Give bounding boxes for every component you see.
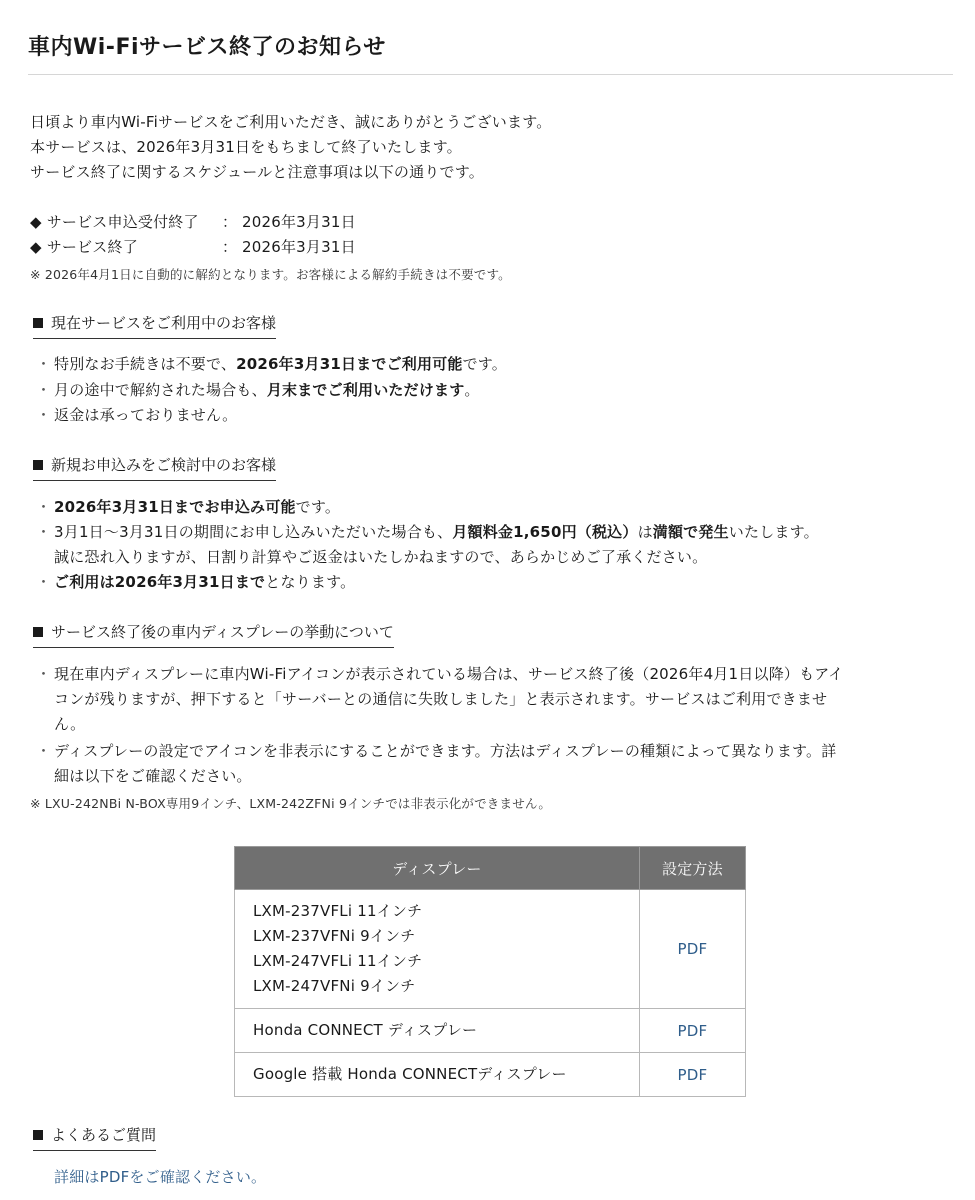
- pdf-link-cell: [639, 890, 745, 1009]
- pdf-link-cell: [639, 1053, 745, 1097]
- table-row: [235, 1053, 746, 1097]
- list-item-continuation: 細は以下をご確認ください。: [54, 767, 252, 785]
- square-bullet-icon: [33, 1130, 43, 1140]
- pdf-link[interactable]: PDF: [677, 940, 708, 958]
- schedule-separator: ：: [222, 238, 238, 256]
- schedule-label: ◆ サービス終了: [30, 238, 138, 256]
- display-model: LXM-237VFNi 9インチ: [253, 927, 416, 945]
- display-model: LXM-237VFLi 11インチ: [253, 902, 423, 920]
- display-model: LXM-247VFNi 9インチ: [253, 977, 416, 995]
- schedule-label: ◆ サービス申込受付終了: [30, 213, 199, 231]
- schedule-date: 2026年3月31日: [242, 238, 356, 256]
- display-note: ※ LXU-242NBi N-BOX専用9インチ、LXM-242ZFNi 9インチでは非表示化ができません。: [30, 796, 552, 811]
- section-heading-faq: よくあるご質問: [33, 1124, 156, 1151]
- square-bullet-icon: [33, 318, 43, 328]
- list-item: ・ 3月1日〜3月31日の期間にお申し込みいただいた場合も、月額料金1,650円（税込）は満額で発生いたします。: [36, 523, 819, 541]
- table-header-row: [235, 847, 746, 890]
- schedule-note: ※ 2026年4月1日に自動的に解約となります。お客様による解約手続きは不要です。: [30, 267, 511, 282]
- intro-line-2: 本サービスは、2026年3月31日をもちまして終了いたします。: [30, 138, 462, 156]
- list-item-continuation: 誠に恐れ入りますが、日割り計算やご返金はいたしかねますので、あらかじめご了承ください。: [54, 548, 708, 566]
- pdf-link[interactable]: PDF: [677, 1021, 708, 1040]
- list-item: ・ ご利用は2026年3月31日までとなります。: [36, 573, 356, 591]
- schedule-separator: ：: [222, 213, 238, 231]
- pdf-link[interactable]: PDF: [677, 1065, 708, 1084]
- list-item: ・ 月の途中で解約された場合も、月末までご利用いただけます。: [36, 381, 480, 399]
- title-divider: [28, 74, 953, 75]
- list-item: ・ 返金は承っておりません。: [36, 406, 238, 424]
- schedule-row-service-end: [30, 235, 356, 260]
- list-item: ・ 現在車内ディスプレーに車内Wi-Fiアイコンが表示されている場合は、サービス終了後（2026年4月1日以降）もアイ: [36, 665, 844, 683]
- intro-line-3: サービス終了に関するスケジュールと注意事項は以下の通りです。: [30, 163, 484, 181]
- column-header-method: 設定方法: [639, 847, 745, 890]
- faq-pdf-link[interactable]: 詳細はPDFをご確認ください。: [54, 1168, 267, 1186]
- list-item-continuation: コンが残りますが、押下すると「サーバーとの通信に失敗しました」と表示されます。サービスはご利用できませ: [54, 690, 828, 708]
- intro-line-1: 日頃より車内Wi-Fiサービスをご利用いただき、誠にありがとうございます。: [30, 113, 552, 131]
- square-bullet-icon: [33, 460, 43, 470]
- display-models-cell: [235, 890, 640, 1009]
- schedule-row-application-end: [30, 210, 356, 235]
- list-item: ・ 特別なお手続きは不要で、2026年3月31日までご利用可能です。: [36, 355, 507, 373]
- table-row: [235, 1009, 746, 1053]
- column-header-display: ディスプレー: [235, 847, 640, 890]
- page-title: 車内Wi-Fiサービス終了のお知らせ: [28, 35, 386, 60]
- schedule-date: 2026年3月31日: [242, 213, 356, 231]
- list-item: ・ 2026年3月31日までお申込み可能です。: [36, 498, 341, 516]
- display-models-cell: [235, 1053, 640, 1097]
- display-models-cell: [235, 1009, 640, 1053]
- list-item: ・ ディスプレーの設定でアイコンを非表示にすることができます。方法はディスプレーの種類によって異なります。詳: [36, 742, 837, 760]
- section-heading-current-users: 現在サービスをご利用中のお客様: [33, 312, 276, 339]
- square-bullet-icon: [33, 627, 43, 637]
- list-item-continuation: ん。: [54, 715, 86, 733]
- pdf-link-cell: [639, 1009, 745, 1053]
- display-settings-table: [234, 846, 746, 1097]
- section-heading-new-applicants: 新規お申込みをご検討中のお客様: [33, 454, 276, 481]
- table-row: [235, 890, 746, 1009]
- section-heading-display-behavior: サービス終了後の車内ディスプレーの挙動について: [33, 621, 394, 648]
- display-model: LXM-247VFLi 11インチ: [253, 952, 423, 970]
- display-model: Honda CONNECT ディスプレー: [253, 1021, 478, 1039]
- display-model: Google 搭載 Honda CONNECTディスプレー: [253, 1065, 567, 1083]
